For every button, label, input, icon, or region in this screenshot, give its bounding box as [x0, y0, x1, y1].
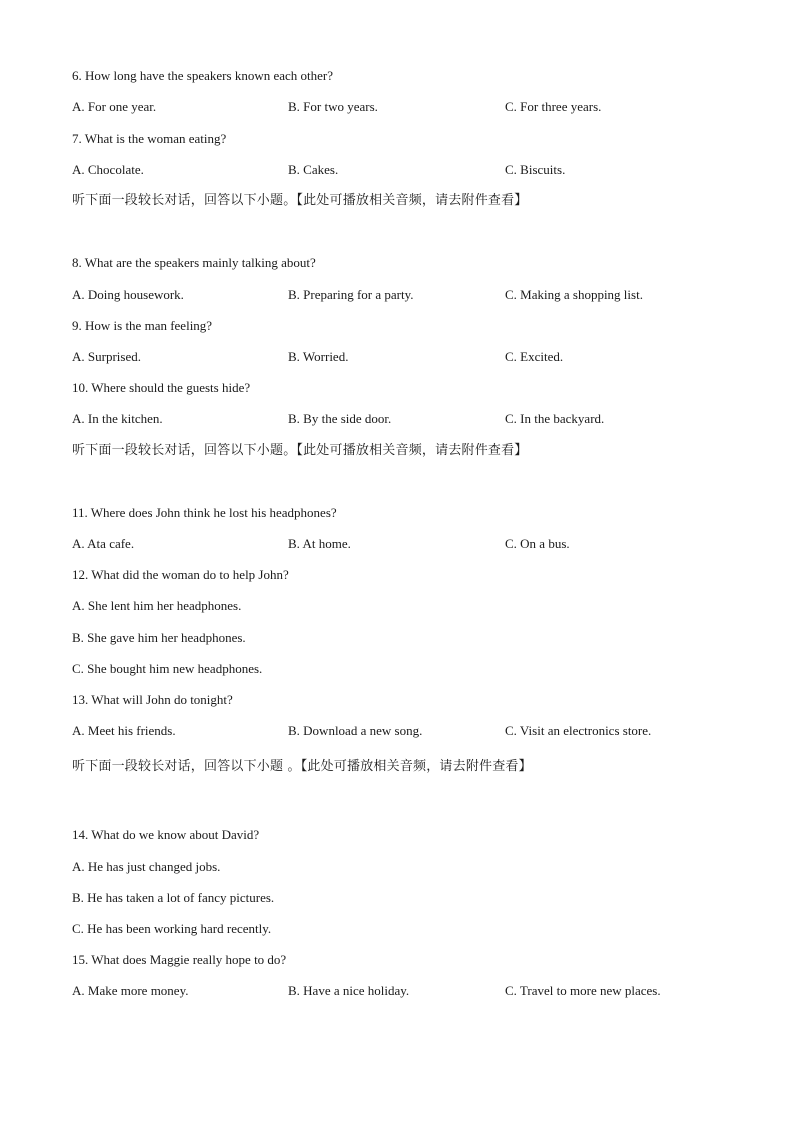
option-a: A. Surprised.	[72, 349, 141, 364]
listening-instruction: 听下面一段较长对话，回答以下小题 。【此处可播放相关音频，请去附件查看】	[72, 759, 532, 774]
option-a: A. Chocolate.	[72, 162, 144, 177]
option-b: B. Preparing for a party.	[288, 287, 414, 302]
option-a: A. He has just changed jobs.	[72, 859, 221, 874]
question-stem: 10. Where should the guests hide?	[72, 380, 251, 395]
option-a: A. She lent him her headphones.	[72, 598, 242, 613]
option-b: B. Worried.	[288, 349, 349, 364]
option-a: A. Doing housework.	[72, 287, 184, 302]
option-c: C. In the backyard.	[505, 411, 605, 426]
option-b: B. Cakes.	[288, 162, 339, 177]
question-stem: 8. What are the speakers mainly talking about?	[72, 255, 316, 270]
option-b: B. She gave him her headphones.	[72, 630, 246, 645]
listening-instruction: 听下面一段较长对话，回答以下小题。【此处可播放相关音频，请去附件查看】	[72, 443, 528, 458]
question-stem: 7. What is the woman eating?	[72, 131, 227, 146]
option-c: C. Making a shopping list.	[505, 287, 643, 302]
option-b: B. At home.	[288, 536, 351, 551]
option-b: B. He has taken a lot of fancy pictures.	[72, 890, 275, 905]
option-c: C. She bought him new headphones.	[72, 661, 263, 676]
question-stem: 15. What does Maggie really hope to do?	[72, 952, 287, 967]
option-a: A. Ata cafe.	[72, 536, 135, 551]
listening-instruction: 听下面一段较长对话，回答以下小题。【此处可播放相关音频，请去附件查看】	[72, 193, 528, 208]
question-stem: 12. What did the woman do to help John?	[72, 567, 289, 582]
option-a: A. In the kitchen.	[72, 411, 163, 426]
option-c: C. On a bus.	[505, 536, 570, 551]
option-b: B. Have a nice holiday.	[288, 983, 410, 998]
option-c: C. He has been working hard recently.	[72, 921, 272, 936]
option-a: A. Make more money.	[72, 983, 189, 998]
option-c: C. Excited.	[505, 349, 564, 364]
option-c: C. Biscuits.	[505, 162, 566, 177]
question-stem: 14. What do we know about David?	[72, 827, 260, 842]
option-b: B. By the side door.	[288, 411, 392, 426]
option-c: C. Visit an electronics store.	[505, 723, 652, 738]
option-c: C. For three years.	[505, 99, 602, 114]
question-stem: 13. What will John do tonight?	[72, 692, 233, 707]
option-b: B. Download a new song.	[288, 723, 423, 738]
question-stem: 9. How is the man feeling?	[72, 318, 213, 333]
option-a: A. For one year.	[72, 99, 157, 114]
option-b: B. For two years.	[288, 99, 378, 114]
option-a: A. Meet his friends.	[72, 723, 176, 738]
option-c: C. Travel to more new places.	[505, 983, 661, 998]
question-stem: 11. Where does John think he lost his headphones?	[72, 505, 337, 520]
question-stem: 6. How long have the speakers known each other?	[72, 68, 333, 83]
